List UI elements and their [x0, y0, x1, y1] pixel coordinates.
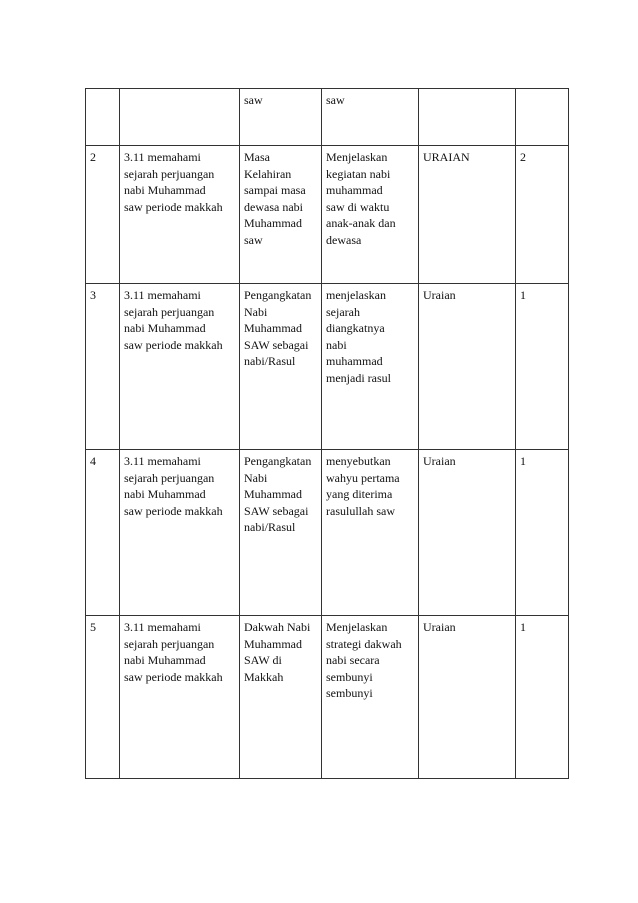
table-row — [86, 450, 569, 616]
cell-bentuk — [419, 89, 516, 146]
cell-materi-text: Pengangkatan Nabi Muhammad SAW sebagai nabi/Rasul — [244, 288, 312, 369]
cell-bentuk-text — [419, 89, 515, 92]
cell-kompetensi — [120, 284, 240, 450]
cell-materi-text: Pengangkatan Nabi Muhammad SAW sebagai nabi/Rasul — [244, 454, 312, 535]
cell-indikator — [322, 89, 419, 146]
cell-kompetensi-text — [120, 89, 239, 92]
cell-no — [86, 146, 120, 284]
cell-bentuk-text: URAIAN — [423, 150, 470, 164]
cell-nomor-text: 1 — [520, 620, 526, 634]
cell-kompetensi-text: 3.11 memahami sejarah perjuangan nabi Muhammad saw periode makkah — [124, 620, 223, 684]
cell-materi — [240, 284, 322, 450]
cell-no-text: 2 — [90, 150, 96, 164]
cell-indikator-text: Menjelaskan strategi dakwah nabi secara sembunyi sembunyi — [326, 620, 402, 701]
cell-no-text: 5 — [90, 620, 96, 634]
cell-materi — [240, 616, 322, 779]
cell-bentuk — [419, 284, 516, 450]
table-row — [86, 146, 569, 284]
cell-bentuk — [419, 616, 516, 779]
cell-indikator — [322, 450, 419, 616]
cell-nomor — [516, 450, 569, 616]
table-row — [86, 89, 569, 146]
cell-kompetensi-text: 3.11 memahami sejarah perjuangan nabi Muhammad saw periode makkah — [124, 454, 223, 518]
cell-no — [86, 89, 120, 146]
cell-nomor-text — [516, 89, 568, 92]
cell-bentuk-text: Uraian — [423, 454, 456, 468]
cell-indikator-text: menjelaskan sejarah diangkatnya nabi muhammad menjadi rasul — [326, 288, 391, 385]
cell-indikator-text: saw — [326, 93, 345, 107]
cell-no-text — [86, 89, 119, 92]
table-row — [86, 616, 569, 779]
cell-materi-text: saw — [244, 93, 263, 107]
cell-nomor-text: 2 — [520, 150, 526, 164]
cell-nomor — [516, 284, 569, 450]
cell-kompetensi-text: 3.11 memahami sejarah perjuangan nabi Muhammad saw periode makkah — [124, 150, 223, 214]
cell-indikator — [322, 284, 419, 450]
cell-materi — [240, 89, 322, 146]
cell-nomor — [516, 89, 569, 146]
cell-kompetensi — [120, 146, 240, 284]
cell-indikator-text: menyebutkan wahyu pertama yang diterima rasulullah saw — [326, 454, 400, 518]
cell-indikator — [322, 616, 419, 779]
cell-materi — [240, 450, 322, 616]
cell-kompetensi — [120, 616, 240, 779]
cell-kompetensi — [120, 89, 240, 146]
cell-nomor-text: 1 — [520, 454, 526, 468]
cell-no-text: 4 — [90, 454, 96, 468]
cell-no — [86, 284, 120, 450]
cell-materi-text: Dakwah Nabi Muhammad SAW di Makkah — [244, 620, 311, 684]
table-row — [86, 284, 569, 450]
cell-nomor — [516, 616, 569, 779]
cell-kompetensi-text: 3.11 memahami sejarah perjuangan nabi Muhammad saw periode makkah — [124, 288, 223, 352]
cell-bentuk — [419, 450, 516, 616]
cell-materi — [240, 146, 322, 284]
cell-bentuk — [419, 146, 516, 284]
cell-kompetensi — [120, 450, 240, 616]
cell-nomor-text: 1 — [520, 288, 526, 302]
cell-materi-text: Masa Kelahiran sampai masa dewasa nabi Muhammad saw — [244, 150, 306, 247]
cell-bentuk-text: Uraian — [423, 620, 456, 634]
cell-no-text: 3 — [90, 288, 96, 302]
cell-nomor — [516, 146, 569, 284]
cell-indikator-text: Menjelaskan kegiatan nabi muhammad saw di waktu anak-anak dan dewasa — [326, 150, 396, 247]
cell-indikator — [322, 146, 419, 284]
cell-no — [86, 450, 120, 616]
cell-no — [86, 616, 120, 779]
cell-bentuk-text: Uraian — [423, 288, 456, 302]
assessment-grid-table — [85, 88, 569, 779]
